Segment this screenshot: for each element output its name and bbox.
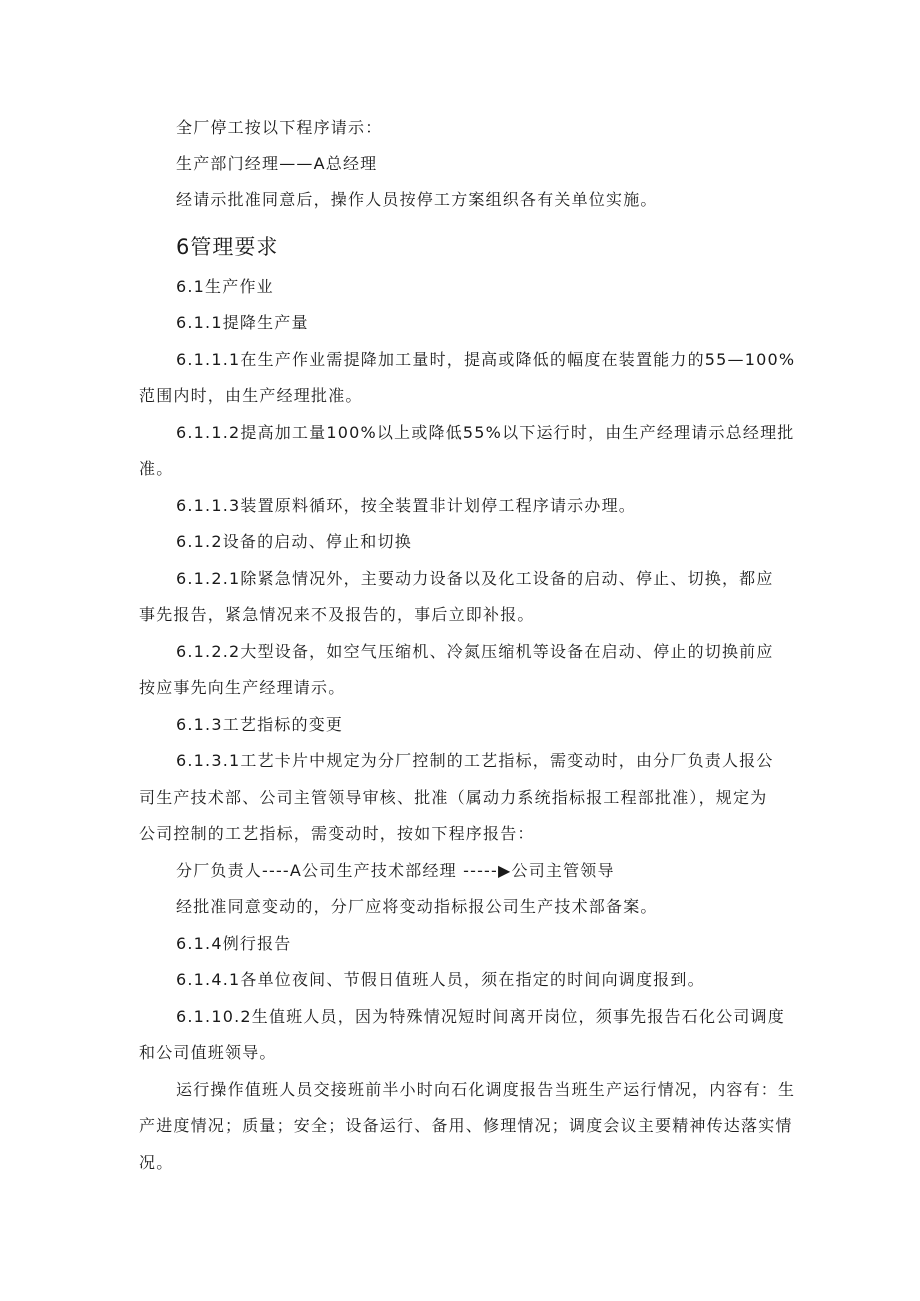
paragraph-line: 按应事先向生产经理请示。 bbox=[139, 678, 346, 697]
paragraph-line: 6.1.3.1工艺卡片中规定为分厂控制的工艺指标，需变动时，由分厂负责人报公 bbox=[176, 751, 774, 770]
paragraph-line: 产进度情况；质量；安全；设备运行、备用、修理情况；调度会议主要精神传达落实情 bbox=[139, 1116, 793, 1135]
paragraph-line: 事先报告，紧急情况来不及报告的，事后立即补报。 bbox=[139, 605, 535, 624]
text-line: 生产部门经理——A总经理 bbox=[176, 154, 378, 173]
paragraph-line: 运行操作值班人员交接班前半小时向石化调度报告当班生产运行情况，内容有：生 bbox=[176, 1080, 796, 1099]
paragraph-line: 6.1.1.3装置原料循环，按全装置非计划停工程序请示办理。 bbox=[176, 496, 636, 515]
paragraph-line: 司生产技术部、公司主管领导审核、批准（属动力系统指标报工程部批准），规定为 bbox=[139, 788, 768, 807]
text-line: 经请示批准同意后，操作人员按停工方案组织各有关单位实施。 bbox=[176, 190, 658, 209]
paragraph-line: 公司控制的工艺指标，需变动时，按如下程序报告： bbox=[139, 824, 535, 843]
subsection-heading: 6.1.4例行报告 bbox=[176, 934, 292, 953]
paragraph-line: 范围内时，由生产经理批准。 bbox=[139, 386, 363, 405]
text-line: 全厂停工按以下程序请示： bbox=[176, 118, 383, 137]
paragraph-line: 6.1.1.2提高加工量100%以上或降低55%以下运行时，由生产经理请示总经理批 bbox=[176, 423, 795, 442]
paragraph-line: 况。 bbox=[139, 1153, 174, 1172]
paragraph-line: 6.1.10.2生值班人员，因为特殊情况短时间离开岗位，须事先报告石化公司调度 bbox=[176, 1007, 785, 1026]
subsection-heading: 6.1生产作业 bbox=[176, 277, 274, 296]
paragraph-line: 和公司值班领导。 bbox=[139, 1043, 277, 1062]
paragraph-line: 经批准同意变动的，分厂应将变动指标报公司生产技术部备案。 bbox=[176, 897, 658, 916]
paragraph-line: 6.1.2.2大型设备，如空气压缩机、冷氮压缩机等设备在启动、停止的切换前应 bbox=[176, 642, 774, 661]
subsection-heading: 6.1.3工艺指标的变更 bbox=[176, 715, 344, 734]
paragraph-line: 准。 bbox=[139, 459, 174, 478]
paragraph-line: 6.1.2.1除紧急情况外，主要动力设备以及化工设备的启动、停止、切换，都应 bbox=[176, 569, 774, 588]
flow-line: 分厂负责人----A公司生产技术部经理 -----▶公司主管领导 bbox=[176, 861, 615, 880]
section-heading: 6管理要求 bbox=[176, 235, 279, 259]
subsection-heading: 6.1.2设备的启动、停止和切换 bbox=[176, 532, 412, 551]
paragraph-line: 6.1.4.1各单位夜间、节假日值班人员，须在指定的时间向调度报到。 bbox=[176, 970, 705, 989]
paragraph-line: 6.1.1.1在生产作业需提降加工量时，提高或降低的幅度在装置能力的55—100% bbox=[176, 350, 796, 369]
subsection-heading: 6.1.1提降生产量 bbox=[176, 313, 309, 332]
